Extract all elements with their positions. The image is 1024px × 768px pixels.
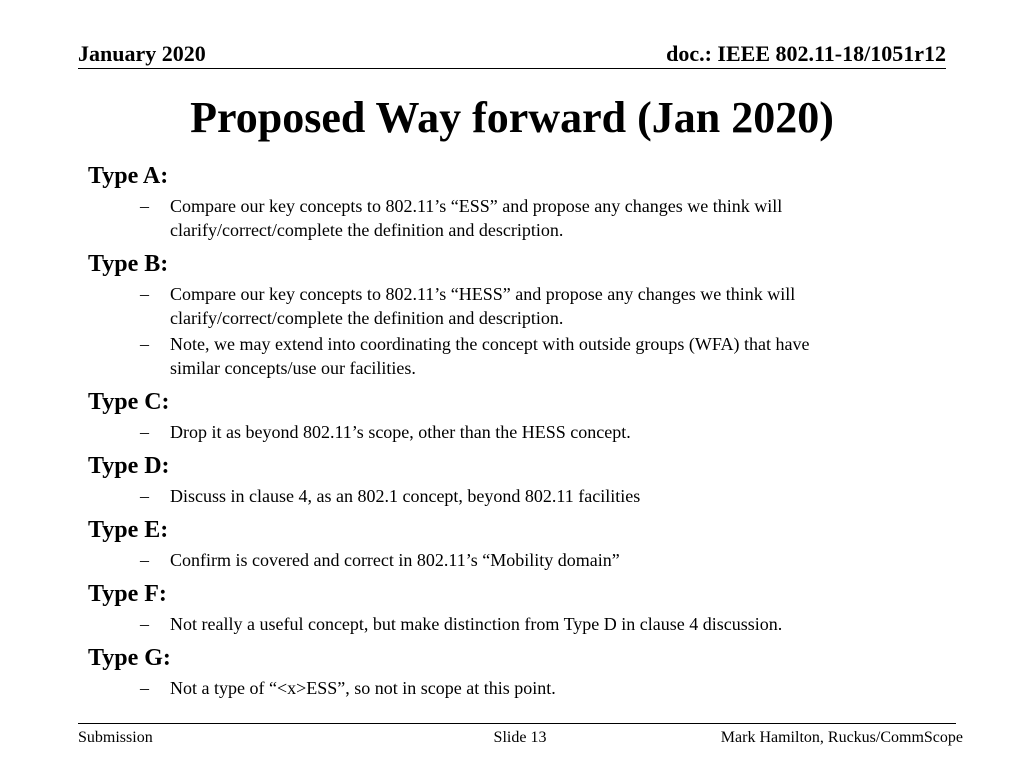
section-heading: Type A:: [88, 163, 169, 189]
section-heading: Type F:: [88, 581, 167, 607]
bullet-item: [88, 332, 948, 380]
section-heading: Type D:: [88, 453, 170, 479]
header-divider: [78, 68, 946, 69]
footer-divider: [78, 723, 956, 724]
bullet-line: Note, we may extend into coordinating the concept with outside groups (WFA) that have: [170, 334, 810, 354]
section-type-c: [88, 386, 948, 444]
bullet-item: [88, 282, 948, 330]
bullet-line: Drop it as beyond 802.11’s scope, other than the HESS concept.: [170, 422, 631, 442]
bullet-line: Discuss in clause 4, as an 802.1 concept, beyond 802.11 facilities: [170, 486, 641, 506]
bullet-line: Not a type of “<x>ESS”, so not in scope at this point.: [170, 678, 556, 698]
section-type-g: [88, 642, 948, 700]
header-doc-id: doc.: IEEE 802.11-18/1051r12: [666, 41, 946, 66]
bullet-line: Compare our key concepts to 802.11’s “ESS” and propose any changes we think will: [170, 196, 783, 216]
section-heading: Type C:: [88, 389, 170, 415]
section-type-a: [88, 160, 948, 242]
bullet-dash: –: [140, 334, 149, 354]
bullet-dash: –: [140, 614, 149, 634]
bullet-line: Not really a useful concept, but make distinction from Type D in clause 4 discussion.: [170, 614, 783, 634]
bullet-dash: –: [140, 550, 149, 570]
bullet-dash: –: [140, 422, 149, 442]
bullet-dash: –: [140, 486, 149, 506]
section-heading: Type E:: [88, 517, 169, 543]
bullet-line: similar concepts/use our facilities.: [170, 358, 416, 378]
slide-title: Proposed Way forward (Jan 2020): [190, 93, 834, 142]
bullet-item: [88, 420, 948, 444]
bullet-item: [88, 194, 948, 242]
bullet-item: [88, 676, 948, 700]
bullet-item: [88, 612, 948, 636]
bullet-line: Confirm is covered and correct in 802.11’s “Mobility domain”: [170, 550, 620, 570]
bullet-line: Compare our key concepts to 802.11’s “HESS” and propose any changes we think will: [170, 284, 796, 304]
section-type-d: [88, 450, 948, 508]
section-type-e: [88, 514, 948, 572]
slide-content: [88, 160, 948, 700]
bullet-line: clarify/correct/complete the definition and description.: [170, 220, 564, 240]
section-heading: Type B:: [88, 251, 169, 277]
bullet-dash: –: [140, 196, 149, 216]
section-type-f: [88, 578, 948, 636]
bullet-dash: –: [140, 678, 149, 698]
bullet-line: clarify/correct/complete the definition and description.: [170, 308, 564, 328]
bullet-item: [88, 484, 948, 508]
section-type-b: [88, 248, 948, 380]
header-date: January 2020: [78, 41, 206, 66]
footer-author: Mark Hamilton, Ruckus/CommScope: [720, 729, 963, 746]
footer-slide-number: Slide 13: [493, 729, 547, 746]
section-heading: Type G:: [88, 645, 171, 671]
footer-submission: Submission: [78, 729, 153, 746]
bullet-item: [88, 548, 948, 572]
bullet-dash: –: [140, 284, 149, 304]
